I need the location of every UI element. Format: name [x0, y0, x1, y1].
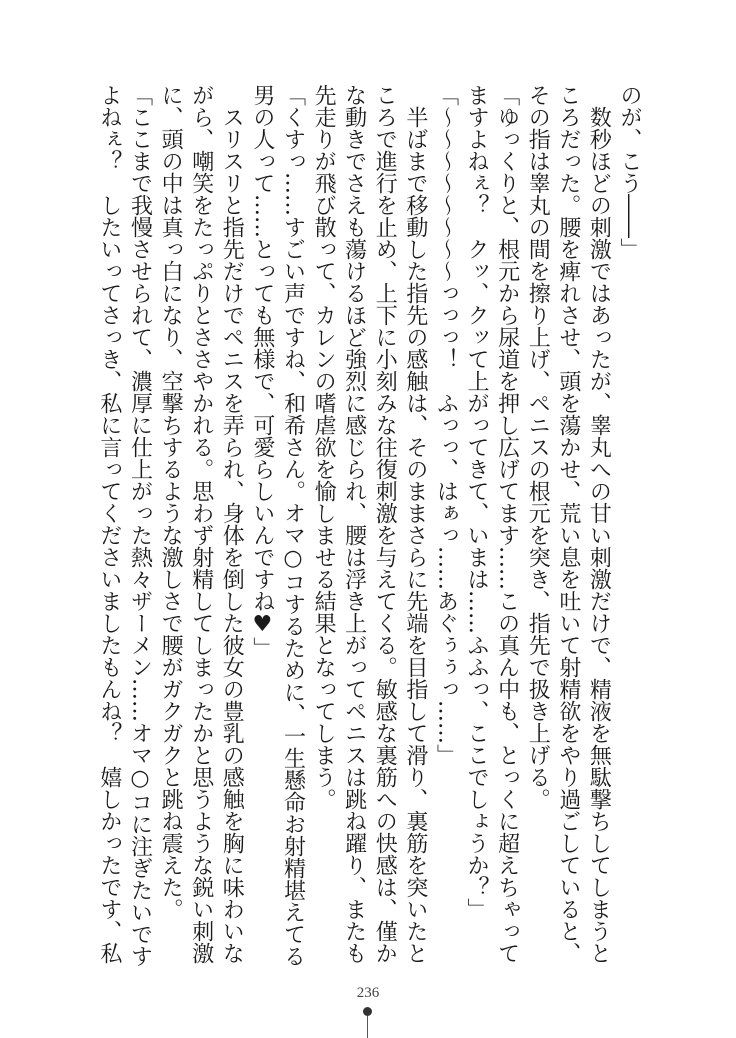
- text-line: 半ばまで移動した指先の感触は、そのままさらに先端を目指して滑り、裏筋を突いたと: [402, 84, 428, 964]
- text-line: ますよねぇ？ クッ、クッて上がってきて、いまは……ふふっ、ここでしょうか？」: [464, 84, 490, 920]
- text-line: ころだった。腰を痺れさせ、頭を蕩かせ、荒い息を吐いて射精欲をやり過ごしていると、: [555, 84, 581, 964]
- page-marker-line: [367, 1016, 368, 1038]
- text-line: な動きでさえも蕩けるほど強烈に感じられ、腰は浮き上がってペニスは跳ね躍り、またも: [341, 84, 367, 964]
- text-line: スリスリと指先だけでペニスを弄られ、身体を倒した彼女の豊乳の感触を胸に味わいな: [219, 84, 245, 964]
- text-line: その指は睾丸の間を擦り上げ、ペニスの根元を突き、指先で扱き上げる。: [525, 84, 551, 810]
- text-line: 「ここまで我慢させられて、濃厚に仕上がった熱々ザーメン……オマ○コに注ぎたいです: [127, 84, 153, 967]
- text-line: ころで進行を止め、上下に小刻みな往復刺激を与えてくる。敏感な裏筋への快感は、僅か: [372, 84, 398, 964]
- text-line: 男の人って……とっても無様で、可愛らしいんですね♥」: [249, 84, 275, 659]
- text-line: に、頭の中は真っ白になり、空撃ちするような激しさで腰がガクガクと跳ね震えた。: [158, 84, 184, 920]
- text-line: がら、嘲笑をたっぷりとささやかれる。思わず射精してしまったかと思うような鋭い刺激: [188, 84, 214, 964]
- text-line: よねぇ？ したいってさっき、私に言ってくださいましたもんね？ 嬉しかったです、私: [96, 84, 122, 964]
- page-number: 236: [356, 985, 380, 1001]
- text-line: 「ゆっくりと、根元から尿道を押し広げてます……この真ん中も、とっくに超えちゃって: [494, 84, 520, 964]
- body-text: [93, 84, 644, 967]
- text-line: 先走りが飛び散って、カレンの嗜虐欲を愉しませる結果となってしまう。: [311, 84, 337, 810]
- text-line: 「くすっ……すごい声ですね、和希さん。オマ○コするために、一生懸命お射精堪えてる: [280, 84, 306, 967]
- page-marker-dot: [363, 1007, 372, 1016]
- text-line: のが、こう――」: [617, 84, 642, 260]
- text-line: 数秒ほどの刺激ではあったが、睾丸への甘い刺激だけで、精液を無駄撃ちしてしまうと: [586, 84, 612, 964]
- text-line: 「～～～～～～～～っっっ！ ふっっ、はぁっ……あぐぅぅっ……」: [433, 84, 459, 766]
